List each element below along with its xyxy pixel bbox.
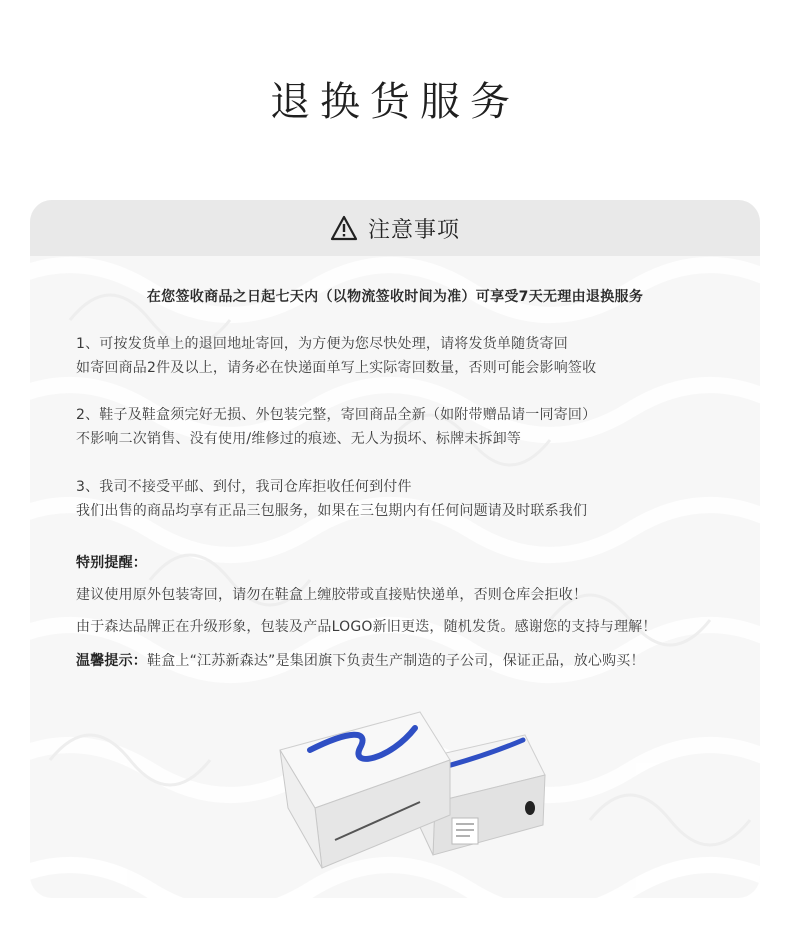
warm-tip-text: 鞋盒上“江苏新森达”是集团旗下负责生产制造的子公司，保证正品，放心购买！	[147, 653, 645, 669]
notice-header	[30, 200, 760, 256]
shoe-boxes-image	[240, 690, 560, 875]
special-reminder-title: 特别提醒：	[76, 555, 147, 571]
notice-title: 注意事项	[367, 217, 460, 243]
item-1-line-1: 1、可按发货单上的退回地址寄回，为方便为您尽快处理，请将发货单随货寄回	[76, 336, 568, 352]
item-3-line-2: 我们出售的商品均享有正品三包服务，如果在三包期内有任何问题请及时联系我们	[76, 503, 588, 519]
shoe-box-front	[280, 712, 450, 868]
special-reminder-line-2: 由于森达品牌正在升级形象，包装及产品LOGO新旧更迭，随机发货。感谢您的支持与理解！	[76, 619, 657, 635]
warm-tip-label: 温馨提示：	[76, 653, 147, 669]
item-2-line-2: 不影响二次销售、没有使用/维修过的痕迹、无人为损坏、标牌未拆卸等	[76, 431, 522, 447]
warning-triangle-icon	[330, 215, 358, 241]
page-title: 退换货服务	[270, 79, 520, 125]
warm-tip	[76, 650, 645, 670]
item-3-line-1: 3、我司不接受平邮、到付，我司仓库拒收任何到付件	[76, 479, 412, 495]
special-reminder-line-1: 建议使用原外包装寄回，请勿在鞋盒上缠胶带或直接贴快递单，否则仓库会拒收！	[76, 587, 588, 603]
item-1-line-2: 如寄回商品2件及以上，请务必在快递面单写上实际寄回数量，否则可能会影响签收	[76, 360, 597, 376]
return-policy-headline: 在您签收商品之日起七天内（以物流签收时间为准）可享受7天无理由退换服务	[146, 289, 644, 305]
notice-card	[30, 200, 760, 898]
item-2-line-1: 2、鞋子及鞋盒须完好无损、外包装完整，寄回商品全新（如附带赠品请一同寄回）	[76, 407, 597, 423]
